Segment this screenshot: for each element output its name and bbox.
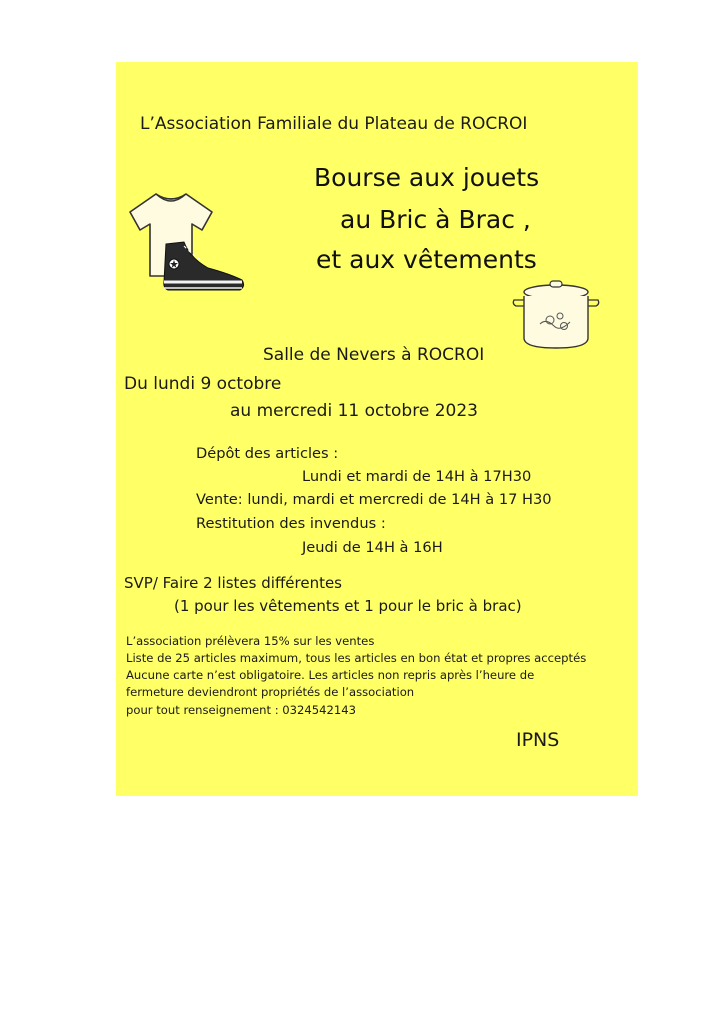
title-line-1: Bourse aux jouets <box>314 163 540 192</box>
ipns-mark: IPNS <box>516 729 560 751</box>
sneaker-icon <box>160 238 248 294</box>
return-time: Jeudi de 14H à 16H <box>302 539 443 556</box>
title-line-3: et aux vêtements <box>316 245 537 274</box>
note-line-3: Aucune carte n’est obligatoire. Les articles non repris après l’heure de <box>126 668 535 682</box>
note-line-2: Liste de 25 articles maximum, tous les articles en bon état et propres acceptés <box>126 651 587 665</box>
note-line-4: fermeture deviendront propriétés de l’association <box>126 685 415 699</box>
note-line-1: L’association prélèvera 15% sur les ventes <box>126 634 375 648</box>
deposit-time: Lundi et mardi de 14H à 17H30 <box>302 468 532 485</box>
return-label: Restitution des invendus : <box>196 515 386 532</box>
instructions-line-2: (1 pour les vêtements et 1 pour le bric à brac) <box>174 597 522 615</box>
organization-name: L’Association Familiale du Plateau de ROCROI <box>140 114 528 134</box>
instructions-line-1: SVP/ Faire 2 listes différentes <box>124 574 342 592</box>
deposit-label: Dépôt des articles : <box>196 445 339 462</box>
event-date-from: Du lundi 9 octobre <box>124 374 282 394</box>
flyer <box>116 62 638 796</box>
event-date-to: au mercredi 11 octobre 2023 <box>230 401 478 421</box>
event-venue: Salle de Nevers à ROCROI <box>263 345 485 365</box>
cooking-pot-icon <box>510 276 602 352</box>
note-contact: pour tout renseignement : 0324542143 <box>126 703 357 717</box>
sale-schedule: Vente: lundi, mardi et mercredi de 14H à 17 H30 <box>196 491 552 508</box>
title-line-2: au Bric à Brac , <box>340 205 531 234</box>
